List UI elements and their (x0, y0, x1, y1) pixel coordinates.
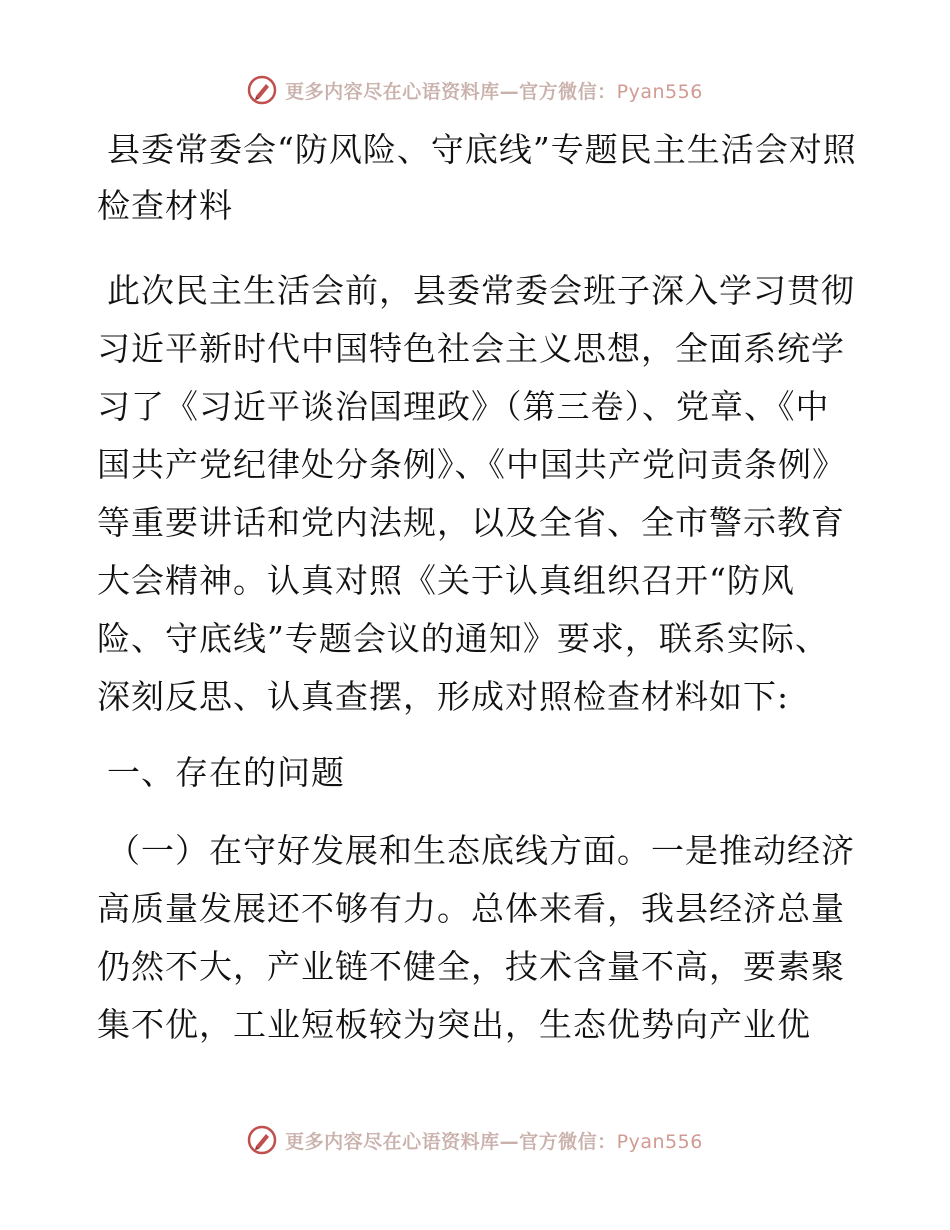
document-body (97, 122, 857, 1054)
section-heading: 一、存在的问题 (107, 753, 345, 792)
header-watermark (0, 70, 950, 110)
body-paragraph: （一）在守好发展和生态底线方面。一是推动经济高质量发展还不够有力。总体来看，我县经济总量仍然不大，产业链不健全，技术含量不高，要素聚集不优，工业短板较为突出，生态优势向产业优 (97, 831, 855, 1044)
pen-logo-icon (247, 75, 277, 105)
watermark-text: 更多内容尽在心语资料库—官方微信：Pyan556 (285, 80, 703, 103)
pen-logo-icon (247, 1125, 277, 1155)
watermark-text: 更多内容尽在心语资料库—官方微信：Pyan556 (285, 1130, 703, 1153)
intro-paragraph: 此次民主生活会前，县委常委会班子深入学习贯彻习近平新时代中国特色社会主义思想，全面系统学习了《习近平谈治国理政》（第三卷）、党章、《中国共产党纪律处分条例》、《中国共产党问责条例》等重要讲话和党内法规，以及全省、全市警示教育大会精神。认真对照《关于认真组织召开“防风险、守底线”专题会议的通知》要求，联系实际、深刻反思、认真查摆，形成对照检查材料如下: (97, 271, 855, 716)
footer-watermark (0, 1120, 950, 1160)
document-title: 县委常委会“防风险、守底线”专题民主生活会对照检查材料 (97, 130, 857, 225)
